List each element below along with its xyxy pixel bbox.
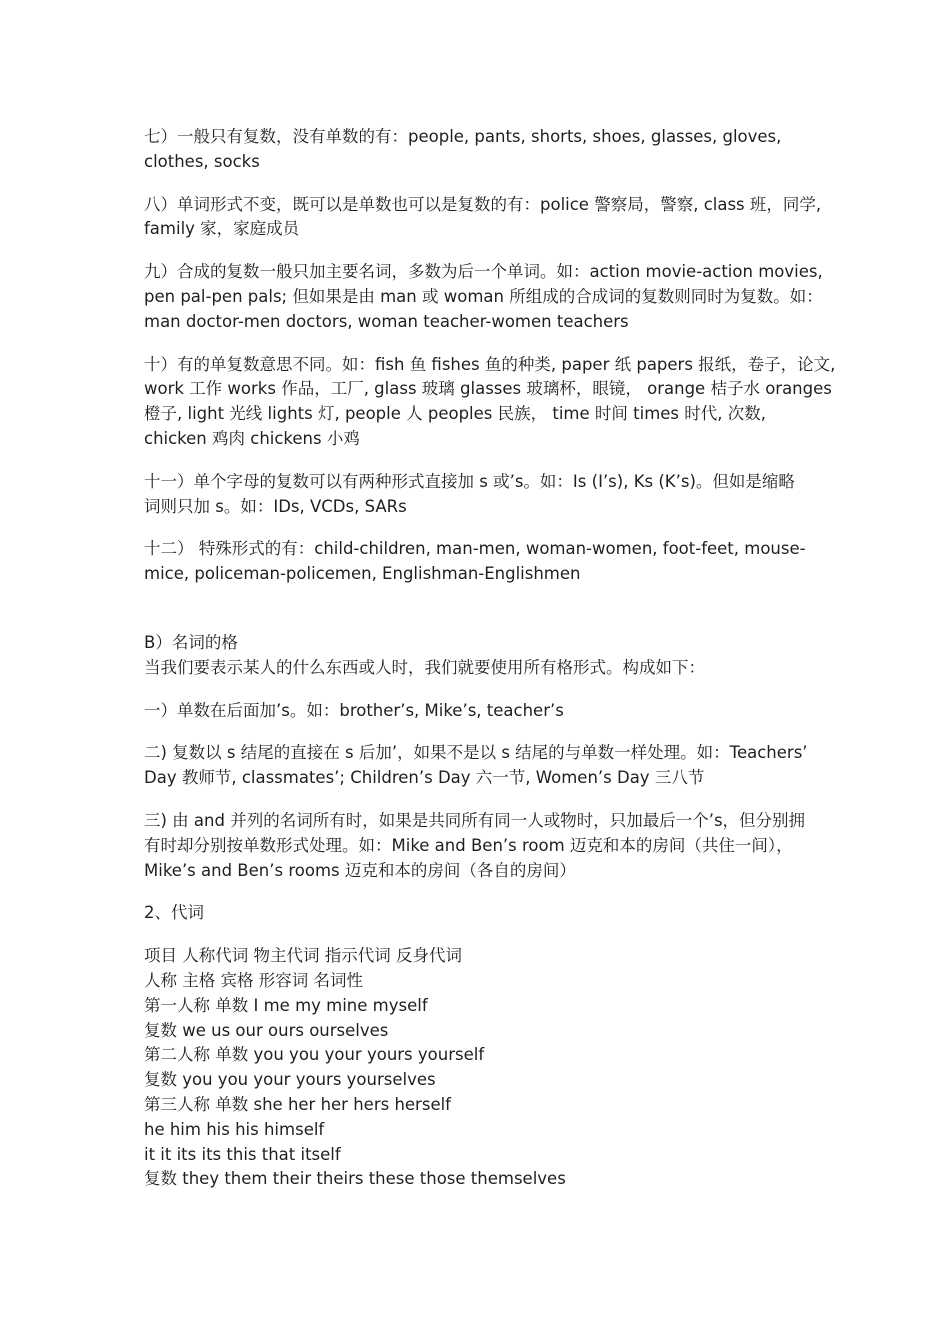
text-line: Day 教师节, classmates’; Children’s Day 六一节, Women’s Day 三八节: [144, 768, 705, 788]
text-line: 十二） 特殊形式的有：child-children, man-men, woman-women, foot-feet, mouse-: [144, 539, 806, 559]
document-page: [144, 125, 836, 1192]
table-row: 复数 they them their theirs these those themselves: [144, 1169, 566, 1189]
table-row: he him his his himself: [144, 1119, 325, 1139]
possessive-rule-2: [144, 741, 816, 791]
table-row: 第一人称 单数 I me my mine myself: [144, 995, 428, 1015]
text-line: 九）合成的复数一般只加主要名词，多数为后一个单词。如：action movie-action movies,: [144, 262, 823, 282]
section-heading: 2、代词: [144, 903, 204, 923]
text-line: 三) 由 and 并列的名词所有时，如果是共同所有同一人或物时，只加最后一个’s，但分别拥: [144, 810, 806, 830]
text-line: clothes, socks: [144, 151, 260, 171]
table-row: 第三人称 单数 she her her hers herself: [144, 1094, 451, 1114]
table-row: 复数 we us our ours ourselves: [144, 1020, 389, 1040]
table-row: it it its its this that itself: [144, 1144, 341, 1164]
text-line: 有时却分别按单数形式处理。如：Mike and Ben’s room 迈克和本的房间（共住一间），: [144, 835, 793, 855]
text-line: 橙子, light 光线 lights 灯, people 人 peoples 民族， time 时间 times 时代, 次数,: [144, 404, 767, 424]
table-row: 项目 人称代词 物主代词 指示代词 反身代词: [144, 946, 462, 966]
possessive-rule-3: [144, 809, 816, 883]
section-heading: B）名词的格: [144, 632, 238, 652]
text-line: 八）单词形式不变，既可以是单数也可以是复数的有：police 警察局，警察, class 班，同学,: [144, 194, 822, 214]
noun-rules-section: [144, 125, 836, 587]
text-line: family 家，家庭成员: [144, 219, 300, 239]
text-line: 十）有的单复数意思不同。如：fish 鱼 fishes 鱼的种类, paper 纸 papers 报纸，卷子，论文,: [144, 354, 836, 374]
text-line: 二) 复数以 s 结尾的直接在 s 后加’，如果不是以 s 结尾的与单数一样处理。如：Teachers’: [144, 743, 808, 763]
text-line: Mike’s and Ben’s rooms 迈克和本的房间（各自的房间）: [144, 860, 576, 880]
rule-10: [144, 353, 836, 452]
text-line: pen pal-pen pals; 但如果是由 man 或 woman 所组成的合成词的复数则同时为复数。如：: [144, 286, 823, 306]
pronoun-section: [144, 901, 816, 1192]
table-row: 人称 主格 宾格 形容词 名词性: [144, 970, 363, 990]
section-intro: 当我们要表示某人的什么东西或人时，我们就要使用所有格形式。构成如下：: [144, 657, 705, 677]
text-line: work 工作 works 作品，工厂, glass 玻璃 glasses 玻璃杯，眼镜， orange 桔子水 oranges: [144, 379, 832, 399]
pronoun-table: [144, 944, 816, 1192]
text-line: chicken 鸡肉 chickens 小鸡: [144, 428, 360, 448]
rule-8: [144, 193, 822, 243]
rule-12: [144, 537, 816, 587]
text-line: 十一）单个字母的复数可以有两种形式直接加 s 或’s。如：Is (I’s), Ks (K’s)。但如是缩略: [144, 471, 795, 491]
text-line: 词则只加 s。如：IDs, VCDs, SARs: [144, 496, 407, 516]
table-row: 复数 you you your yours yourselves: [144, 1070, 436, 1090]
rule-11: [144, 470, 816, 520]
text-line: man doctor-men doctors, woman teacher-women teachers: [144, 311, 629, 331]
rule-7: [144, 125, 816, 175]
possessive-section: [144, 631, 816, 883]
possessive-rule-1: [144, 699, 816, 724]
text-line: 一）单数在后面加’s。如：brother’s, Mike’s, teacher’s: [144, 700, 564, 720]
table-row: 第二人称 单数 you you your yours yourself: [144, 1045, 485, 1065]
text-line: mice, policeman-policemen, Englishman-Englishmen: [144, 564, 581, 584]
text-line: 七）一般只有复数，没有单数的有：people, pants, shorts, shoes, glasses, gloves,: [144, 127, 782, 146]
rule-9: [144, 260, 823, 334]
